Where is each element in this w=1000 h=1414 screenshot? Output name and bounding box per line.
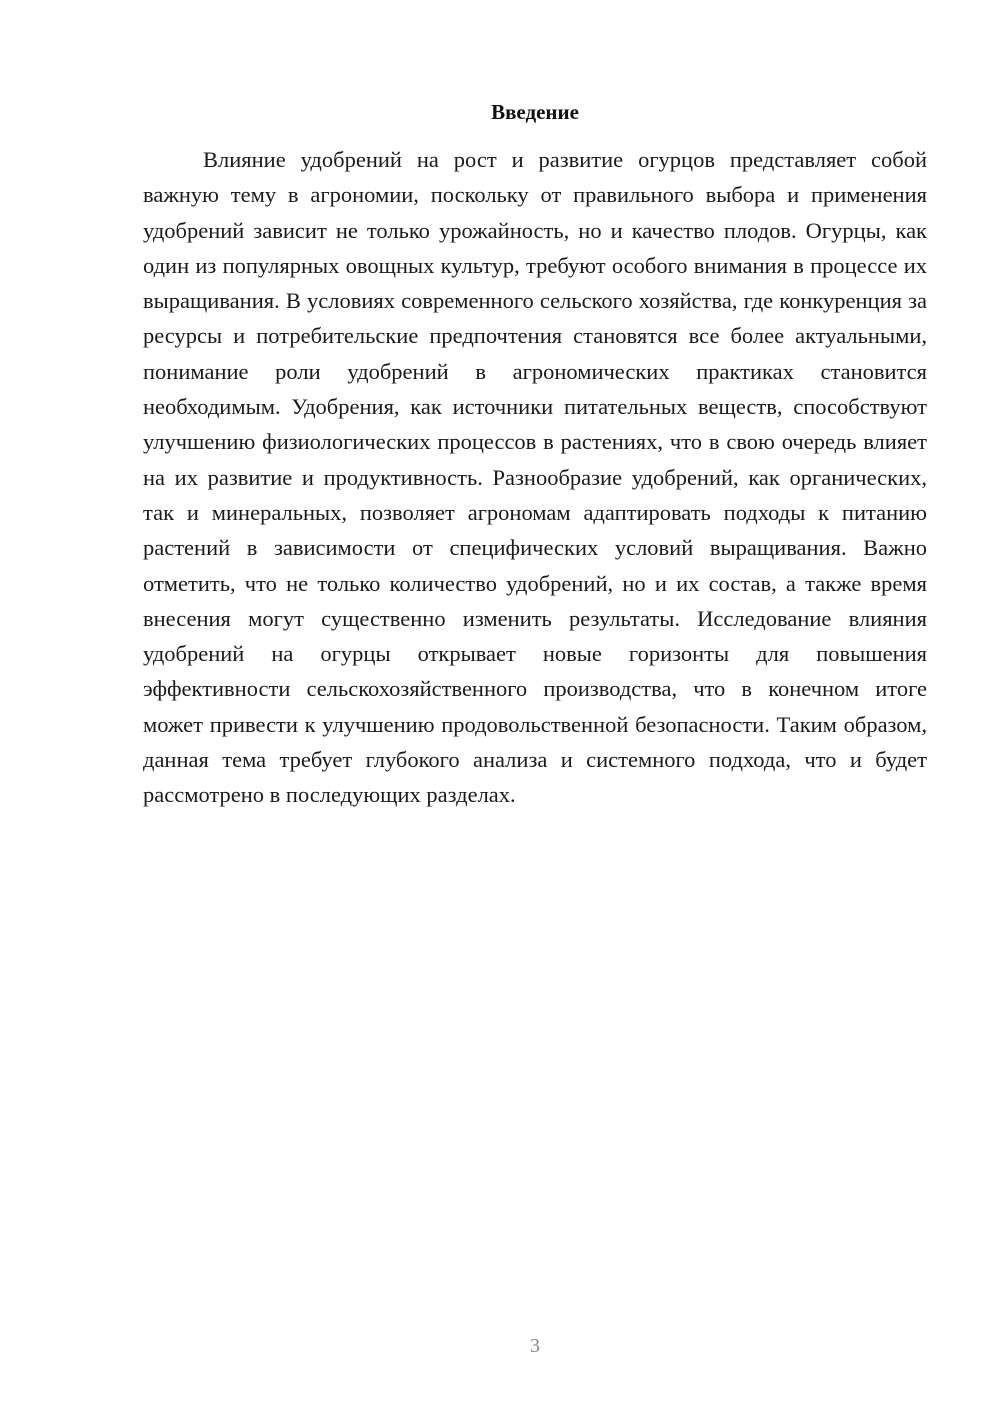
body-paragraph: Влияние удобрений на рост и развитие огурцов представляет собой важную тему в агрономии, поскольку от правильного выбора и применения удобрений зависит не только урожайность, но и качество плодов. Огурцы, как один из популярных овощных культур, требуют особого внимания в процессе их выращивания. В условиях современного сельского хозяйства, где конкуренция за ресурсы и потребительские предпочтения становятся все более актуальными, понимание роли удобрений в агрономических практиках становится необходимым. Удобрения, как источники питательных веществ, способствуют улучшению физиологических процессов в растениях, что в свою очередь влияет на их развитие и продуктивность. Разнообразие удобрений, как органических, так и минеральных, позволяет агрономам адаптировать подходы к питанию растений в зависимости от специфических условий выращивания. Важно отметить, что не только количество удобрений, но и их состав, а также время внесения могут существенно изменить результаты. Исследование влияния удобрений на огурцы открывает новые горизонты для повышения эффективности сельскохозяйственного производства, что в конечном итоге может привести к улучшению продовольственной безопасности. Таким образом, данная тема требует глубокого анализа и системного подхода, что и будет рассмотрено в последующих разделах. [143,147,927,808]
section-heading: Введение [491,100,579,124]
page-number: 3 [530,1335,540,1357]
